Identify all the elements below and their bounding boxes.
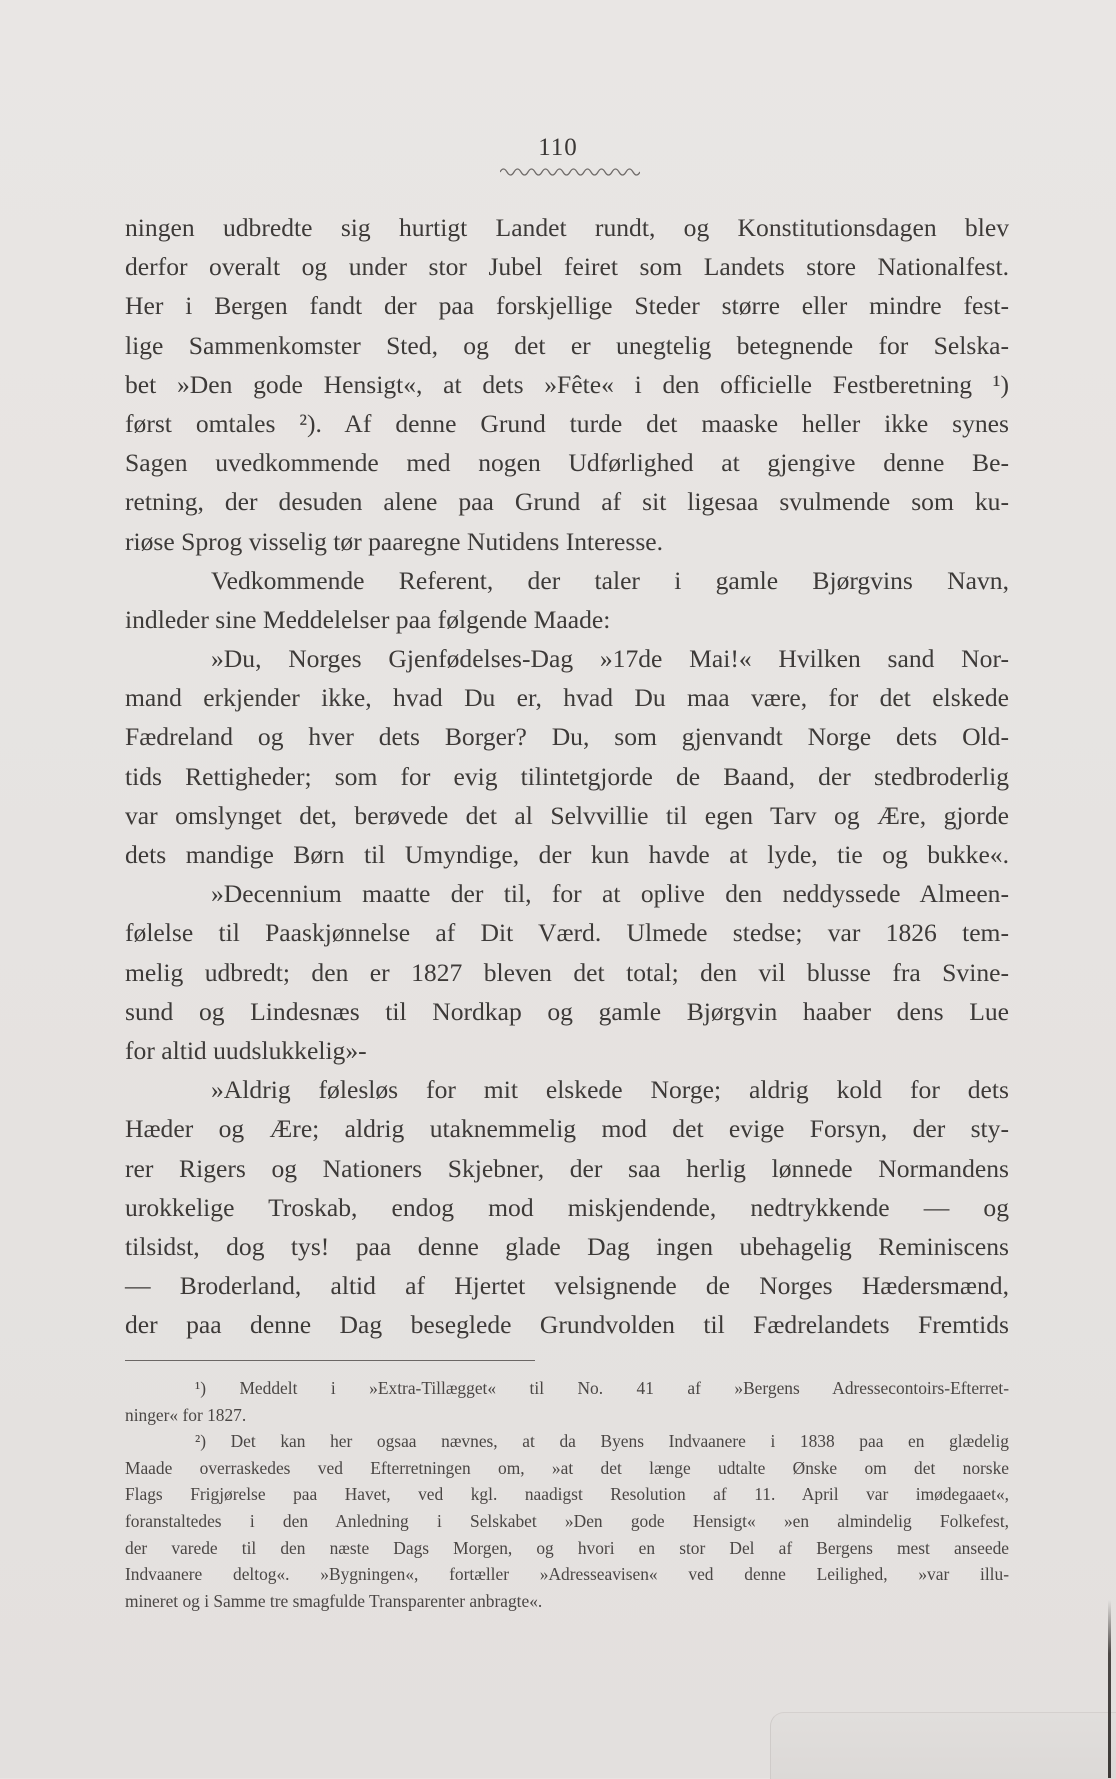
footnote-divider <box>125 1360 535 1361</box>
text-line: ningen udbredte sig hurtigt Landet rundt, og Konstitutionsdagen blev <box>125 213 1009 242</box>
page-fold-corner <box>770 1712 1116 1779</box>
text-line: der paa denne Dag beseglede Grundvolden til Fædrelandets Fremtids <box>125 1310 1009 1340</box>
footnote-line: ²) Det kan her ogsaa nævnes, at da Byens Indvaanere i 1838 paa en glædelig <box>195 1431 1009 1452</box>
text-line: Fædreland og hver dets Borger? Du, som gjenvandt Norge dets Old- <box>125 722 1009 752</box>
footnotes <box>125 1375 1009 1614</box>
text-line: tilsidst, dog tys! paa denne glade Dag ingen ubehagelig Reminiscens <box>125 1231 1009 1261</box>
text-line: Hæder og Ære; aldrig utaknemmelig mod det evige Forsyn, der sty- <box>125 1114 1009 1144</box>
text-line: bet »Den gode Hensigt«, at dets »Fête« i den officielle Festberetning ¹) <box>125 369 1009 399</box>
text-line: sund og Lindesnæs til Nordkap og gamle Bjørgvin haaber dens Lue <box>125 996 1009 1026</box>
text-line: rer Rigers og Nationers Skjebner, der saa herlig lønnede Normandens <box>125 1153 1009 1183</box>
text-line: følelse til Paaskjønnelse af Dit Værd. Ulmede stedse; var 1826 tem- <box>125 918 1009 948</box>
text-line: dets mandige Børn til Umyndige, der kun havde at lyde, tie og bukke«. <box>125 840 1009 869</box>
footnote-line: Maade overraskedes ved Efterretningen om, »at det længe udtalte Ønske om det norske <box>125 1457 1009 1478</box>
page-number: 110 <box>538 134 578 161</box>
text-line: derfor overalt og under stor Jubel feiret som Landets store Nationalfest. <box>125 252 1009 282</box>
footnote-line: foranstaltedes i den Anledning i Selskabet »Den gode Hensigt« »en almindelig Folkefest, <box>125 1510 1009 1531</box>
footnote-line: Indvaanere deltog«. »Bygningen«, fortæller »Adresseavisen« ved denne Leilighed, »var illu- <box>125 1564 1009 1585</box>
text-line: »Du, Norges Gjenfødelses-Dag »17de Mai!« Hvilken sand Nor- <box>211 644 1009 674</box>
footnote-line: ninger« for 1827. <box>125 1404 247 1425</box>
footnote-line: mineret og i Samme tre smagfulde Transparenter anbragte«. <box>125 1590 543 1611</box>
text-line: Sagen uvedkommende med nogen Udførlighed at gjengive denne Be- <box>125 448 1009 478</box>
text-line: mand erkjender ikke, hvad Du er, hvad Du maa være, for det elskede <box>125 683 1009 713</box>
text-line: for altid uudslukkelig»- <box>125 1035 367 1065</box>
text-line: — Broderland, altid af Hjertet velsignende de Norges Hædersmænd, <box>125 1271 1009 1301</box>
main-text <box>125 208 1009 1344</box>
text-line: »Aldrig følesløs for mit elskede Norge; aldrig kold for dets <box>211 1075 1009 1105</box>
text-line: først omtales ²). Af denne Grund turde det maaske heller ikke synes <box>125 408 1009 438</box>
text-line: melig udbredt; den er 1827 bleven det total; den vil blusse fra Svine- <box>125 957 1009 987</box>
text-line: var omslynget det, berøvede det al Selvvillie til egen Tarv og Ære, gjorde <box>125 800 1009 830</box>
text-line: lige Sammenkomster Sted, og det er unegtelig betegnende for Selska- <box>125 330 1009 360</box>
text-line: »Decennium maatte der til, for at oplive den neddyssede Almeen- <box>211 879 1009 909</box>
wavy-ornament-icon <box>500 166 640 178</box>
footnote-line: Flags Frigjørelse paa Havet, ved kgl. naadigst Resolution af 11. April var imødegaaet«, <box>125 1484 1009 1505</box>
text-line: tids Rettigheder; som for evig tilintetgjorde de Baand, der stedbroderlig <box>125 761 1009 791</box>
text-line: indleder sine Meddelelser paa følgende Maade: <box>125 604 611 634</box>
text-line: urokkelige Troskab, endog mod miskjendende, nedtrykkende — og <box>125 1192 1009 1222</box>
text-line: retning, der desuden alene paa Grund af sit ligesaa svulmende som ku- <box>125 487 1009 517</box>
footnote-line: der varede til den næste Dags Morgen, og hvori en stor Del af Bergens mest anseede <box>125 1537 1009 1558</box>
text-line: Her i Bergen fandt der paa forskjellige Steder større eller mindre fest- <box>125 291 1009 321</box>
page-edge-shadow <box>1108 1600 1111 1778</box>
footnote-line: ¹) Meddelt i »Extra-Tillægget« til No. 41 af »Bergens Adressecontoirs-Efterret- <box>195 1378 1009 1398</box>
text-line: Vedkommende Referent, der taler i gamle Bjørgvins Navn, <box>211 565 1009 595</box>
text-line: riøse Sprog visselig tør paaregne Nutidens Interesse. <box>125 526 664 556</box>
